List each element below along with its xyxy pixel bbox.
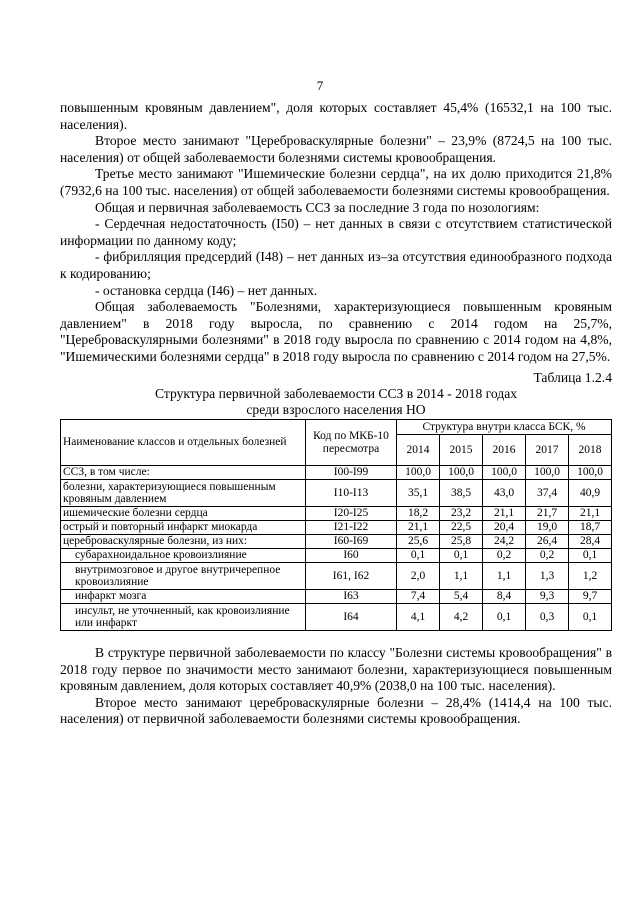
cell-value: 21,7: [526, 507, 569, 521]
cell-value: 35,1: [397, 480, 440, 507]
cell-value: 23,2: [440, 507, 483, 521]
col-header-year: 2014: [397, 435, 440, 466]
table-title: [60, 386, 612, 418]
paragraph: Третье место занимают "Ишемические болезни сердца", на их долю приходится 21,8% (7932,6 на 100 тыс. населения) от общей заболеваемости болезнями системы кровообращения.: [60, 166, 612, 198]
cell-name: ССЗ, в том числе:: [61, 466, 306, 480]
cell-value: 100,0: [397, 466, 440, 480]
cell-value: 5,4: [440, 590, 483, 604]
cell-value: 100,0: [483, 466, 526, 480]
table-row: [61, 549, 612, 563]
table-title-line: среди взрослого населения НО: [246, 402, 426, 418]
cell-code: I64: [306, 604, 397, 631]
paragraph: Второе место занимают "Цереброваскулярные болезни" – 23,9% (8724,5 на 100 тыс. населения) от общей заболеваемости болезнями системы кровообращения.: [60, 133, 612, 165]
cell-value: 28,4: [569, 535, 612, 549]
table-row: [61, 535, 612, 549]
paragraph: В структуре первичной заболеваемости по классу "Болезни системы кровообращения" в 2018 году первое по значимости место занимают болезни, характеризующиеся повышенным кровяным давлением, доля которых составляет 40,9% (2038,0 на 100 тыс. населения).: [60, 645, 612, 694]
table-row: [61, 466, 612, 480]
cell-name: болезни, характеризующиеся повышенным кровяным давлением: [61, 480, 306, 507]
cell-value: 22,5: [440, 521, 483, 535]
table-title-line: Структура первичной заболеваемости ССЗ в 2014 - 2018 годах: [154, 386, 518, 402]
cell-value: 40,9: [569, 480, 612, 507]
cell-value: 0,1: [483, 604, 526, 631]
col-header-code: Код по МКБ-10 пересмотра: [306, 420, 397, 466]
cell-value: 0,1: [440, 549, 483, 563]
cell-value: 4,1: [397, 604, 440, 631]
cell-value: 18,7: [569, 521, 612, 535]
cell-value: 26,4: [526, 535, 569, 549]
cell-code: I21-I22: [306, 521, 397, 535]
cell-name: внутримозговое и другое внутричерепное кровоизлияние: [61, 563, 306, 590]
cell-value: 1,2: [569, 563, 612, 590]
paragraph: - Сердечная недостаточность (I50) – нет данных в связи с отсутствием статистической информации по данному коду;: [60, 216, 612, 248]
cell-value: 21,1: [483, 507, 526, 521]
table-row: [61, 563, 612, 590]
cell-code: I61, I62: [306, 563, 397, 590]
col-header-year: 2015: [440, 435, 483, 466]
paragraph: повышенным кровяным давлением", доля которых составляет 45,4% (16532,1 на 100 тыс. населения).: [60, 100, 612, 132]
cell-name: цереброваскулярные болезни, из них:: [61, 535, 306, 549]
col-header-name: Наименование классов и отдельных болезней: [61, 420, 306, 466]
cell-value: 20,4: [483, 521, 526, 535]
cell-value: 0,2: [483, 549, 526, 563]
cell-value: 1,1: [440, 563, 483, 590]
cell-value: 18,2: [397, 507, 440, 521]
col-header-year: 2017: [526, 435, 569, 466]
cell-name: ишемические болезни сердца: [61, 507, 306, 521]
col-header-group: Структура внутри класса БСК, %: [397, 420, 612, 435]
data-table: [60, 419, 612, 631]
cell-value: 100,0: [440, 466, 483, 480]
cell-value: 0,1: [569, 604, 612, 631]
cell-name: субарахноидальное кровоизлияние: [61, 549, 306, 563]
cell-value: 1,1: [483, 563, 526, 590]
cell-value: 9,3: [526, 590, 569, 604]
cell-value: 19,0: [526, 521, 569, 535]
cell-name: инсульт, не уточненный, как кровоизлияние или инфаркт: [61, 604, 306, 631]
cell-value: 21,1: [397, 521, 440, 535]
cell-value: 43,0: [483, 480, 526, 507]
table-row: [61, 604, 612, 631]
cell-value: 0,3: [526, 604, 569, 631]
cell-value: 0,2: [526, 549, 569, 563]
cell-value: 8,4: [483, 590, 526, 604]
cell-name: инфаркт мозга: [61, 590, 306, 604]
table-row: [61, 590, 612, 604]
cell-value: 37,4: [526, 480, 569, 507]
col-header-year: 2016: [483, 435, 526, 466]
cell-value: 9,7: [569, 590, 612, 604]
cell-value: 21,1: [569, 507, 612, 521]
cell-value: 4,2: [440, 604, 483, 631]
table-row: [61, 507, 612, 521]
cell-value: 1,3: [526, 563, 569, 590]
page-number: 7: [316, 78, 324, 93]
paragraph: - фибрилляция предсердий (I48) – нет данных из–за отсутствия единообразного подхода к кодированию;: [60, 249, 612, 281]
cell-value: 0,1: [397, 549, 440, 563]
cell-code: I60-I69: [306, 535, 397, 549]
document-body: [60, 100, 612, 728]
paragraph: Второе место занимают цереброваскулярные болезни – 28,4% (1414,4 на 100 тыс. населения) от первичной заболеваемости болезнями системы кровообращения.: [60, 694, 612, 727]
table-row: [61, 480, 612, 507]
cell-value: 0,1: [569, 549, 612, 563]
cell-value: 25,6: [397, 535, 440, 549]
cell-code: I20-I25: [306, 507, 397, 521]
cell-value: 100,0: [569, 466, 612, 480]
cell-value: 38,5: [440, 480, 483, 507]
cell-code: I00-I99: [306, 466, 397, 480]
paragraph: - остановка сердца (I46) – нет данных.: [95, 282, 318, 298]
col-header-year: 2018: [569, 435, 612, 466]
cell-value: 100,0: [526, 466, 569, 480]
cell-code: I60: [306, 549, 397, 563]
table-number: Таблица 1.2.4: [533, 369, 612, 385]
cell-value: 24,2: [483, 535, 526, 549]
cell-value: 7,4: [397, 590, 440, 604]
cell-code: I10-I13: [306, 480, 397, 507]
cell-value: 25,8: [440, 535, 483, 549]
table-row: [61, 521, 612, 535]
cell-value: 2,0: [397, 563, 440, 590]
cell-name: острый и повторный инфаркт миокарда: [61, 521, 306, 535]
cell-code: I63: [306, 590, 397, 604]
paragraph: Общая и первичная заболеваемость ССЗ за последние 3 года по нозологиям:: [95, 199, 540, 215]
paragraph: Общая заболеваемость "Болезнями, характеризующиеся повышенным кровяным давлением" в 2018 году выросла, по сравнению с 2014 годом на 25,7%, "Цереброваскулярными болезнями" в 2018 году выросла по сравнению с 2014 годом на 4,8%, "Ишемическими болезнями сердца" в 2018 году выросла по сравнению с 2014 годом на 27,5%.: [60, 299, 612, 364]
